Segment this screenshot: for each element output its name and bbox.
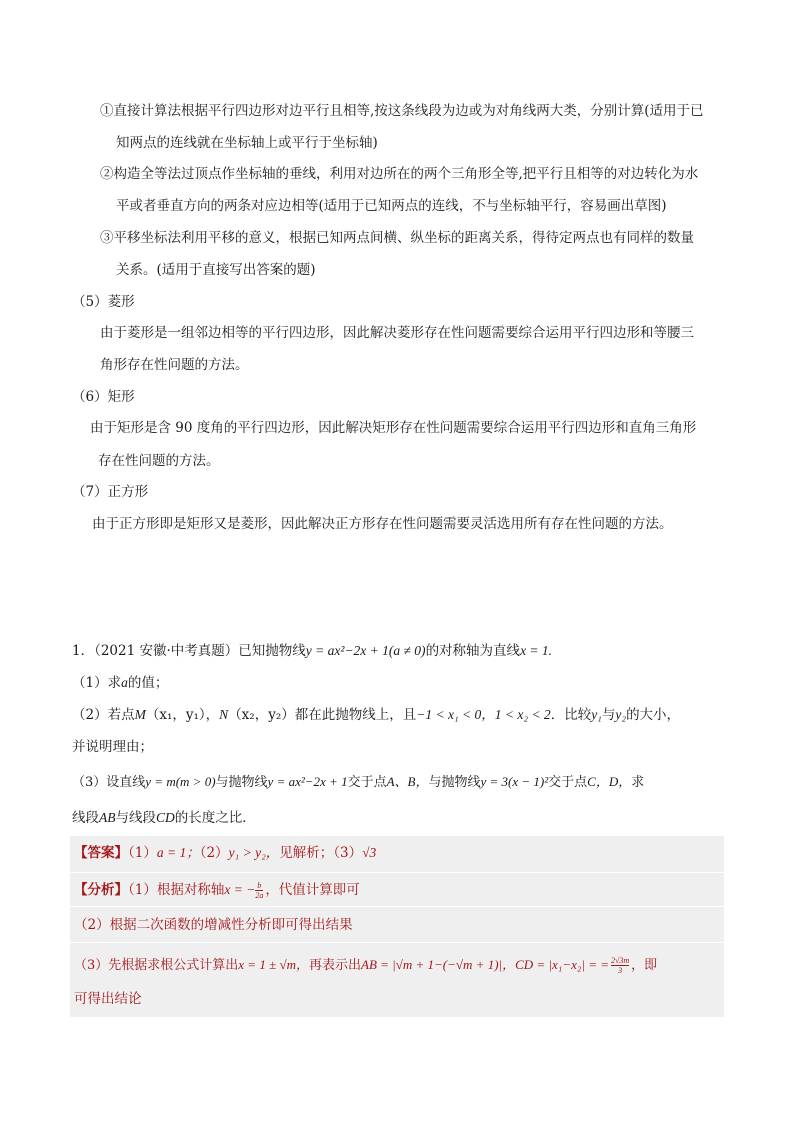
fraction-denominator: 2a [255,891,264,900]
segment-ab: AB [99,810,116,825]
fraction-denominator: 3 [618,966,623,975]
part-3-text: 交于点 [347,775,387,790]
rhombus-line-2: 角形存在性问题的方法。 [100,357,249,373]
method-1-line-1: ①直接计算法根据平行四边形对边平行且相等,按这条线段为边或为对角线两大类，分别计算(适用于已 [100,103,704,119]
axis-equation: x = 1. [520,643,553,658]
analysis-line-3b: 可得出结论 [74,991,142,1007]
point-n-coords: （x₂，y₂） [228,707,295,723]
answer-part-2-text: 见解析； [279,845,334,861]
answer-part-2-value: y₁ > y₂， [228,845,280,860]
question-number: 1． [72,643,95,659]
method-2-line-2: 平或者垂直方向的两条对应边相等(适用于已知两点的连线，不与坐标轴平行，容易画出草图) [116,198,667,214]
problem-question [72,641,552,661]
question-source: （2021 安徽·中考真题） [94,643,239,659]
rhombus-line-1: 由于菱形是一组邻边相等的平行四边形，因此解决菱形存在性问题需要综合运用平行四边形和等腰三 [100,325,694,341]
answer-part-3-value: √3 [362,845,377,860]
question-text: 的对称轴为直线 [425,643,521,659]
solution-divider [70,906,724,907]
part-3-line-2 [72,808,256,828]
part-3-text: 交于点 [548,775,588,790]
square-line-1: 由于正方形即是矩形又是菱形，因此解决正方形存在性问题需要灵活选用所有存在性问题的方法。 [92,516,673,532]
part-1 [72,673,168,693]
part-2-text: 都在此抛物线上，且 [294,707,417,723]
fraction-numerator: b [257,881,262,890]
part-2-line-2: 并说明理由； [72,739,153,755]
part-3-text: 的长度之比． [174,810,256,826]
analysis-tag: 【分析】 [74,882,128,898]
root-formula: x = 1 ± √m， [238,957,309,972]
line-equation: y = m(m > 0) [145,774,216,789]
fraction-numerator: 2√3m [611,956,630,965]
point-m-coords: （x₁，y₁）， [145,707,220,723]
method-3-line-1: ③平移坐标法利用平移的意义，根据已知两点间横、纵坐标的距离关系，得待定两点也有同样的数量 [100,230,694,246]
analysis-text: （3）先根据求根公式计算出 [74,958,239,973]
points-cd: C，D， [587,774,632,789]
parabola-equation-3: y = 3(x − 1)² [480,774,549,789]
segment-cd: CD [156,810,175,825]
axis-formula: x = − [224,882,256,897]
variable-a: a [121,675,128,690]
part-2-text: （2）若点 [72,707,135,723]
square-heading: （7）正方形 [72,484,149,500]
part-2-text: 与 [601,707,616,723]
analysis-text: ，代值计算即可 [265,882,360,898]
var-y2: y₂ [615,707,627,722]
var-y1: y₁ [591,707,602,722]
part-3-text: （3）设直线 [72,775,146,790]
point-m: M [134,707,146,722]
answer-tag: 【答案】 [74,845,128,861]
part-3-text: 求 [631,775,645,790]
answer-part-3-label: （3） [333,845,363,861]
parabola-equation-2: y = ax²−2x + 1 [267,774,348,789]
part-3 [72,772,644,793]
method-3-line-2: 关系。(适用于直接写出答案的题) [116,262,316,278]
part-3-text: 线段 [72,810,99,826]
method-2-line-1: ②构造全等法过顶点作坐标轴的垂线，利用对边所在的两个三角形全等,把平行且相等的对边转化为水 [100,166,699,182]
solution-divider [70,942,724,943]
cd-formula: CD = |x₁−x₂| = = [515,957,609,972]
range-x1: −1 < x₁ < 0， [416,707,495,722]
ab-formula: AB = |√m + 1−(−√m + 1)|， [361,957,516,972]
part-2-text: 的大小， [626,707,681,723]
part-2 [72,705,680,725]
answer-part-2-label: （2） [199,845,229,861]
points-ab: A、B， [386,774,429,789]
method-1-line-2: 知两点的连线就在坐标轴上或平行于坐标轴) [116,135,378,151]
part-1-text: 的值； [127,675,169,691]
answer-part-1-value: a = 1； [156,845,200,860]
parabola-equation: y = ax²−2x + 1(a ≠ 0) [305,643,426,658]
part-3-text: 与抛物线 [215,775,268,790]
fraction-b-over-2a [255,881,263,900]
rectangle-heading: （6）矩形 [72,389,135,405]
analysis-line-1 [74,880,360,900]
part-3-text: 与线段 [115,810,156,826]
point-n: N [219,707,229,722]
analysis-text: 再表示出 [308,958,361,973]
solution-divider [70,872,724,873]
rectangle-line-2: 存在性问题的方法。 [98,453,220,469]
part-2-text: 比较 [564,707,592,723]
part-3-text: 与抛物线 [428,775,481,790]
answer-line [74,843,376,863]
part-1-text: （1）求 [72,675,122,691]
rectangle-line-1: 由于矩形是含 90 度角的平行四边形，因此解决矩形存在性问题需要综合运用平行四边形和直角三角形 [90,420,697,436]
analysis-line-3 [74,955,657,976]
rhombus-heading: （5）菱形 [72,294,135,310]
fraction-cd [611,956,629,975]
analysis-text: ，即 [631,958,658,973]
range-x2: 1 < x₂ < 2． [494,707,565,722]
analysis-text: （1）根据对称轴 [128,882,225,898]
question-text: 已知抛物线 [238,643,306,659]
answer-part-1-label: （1） [128,845,157,861]
analysis-line-2: （2）根据二次函数的增减性分析即可得出结果 [74,917,353,933]
